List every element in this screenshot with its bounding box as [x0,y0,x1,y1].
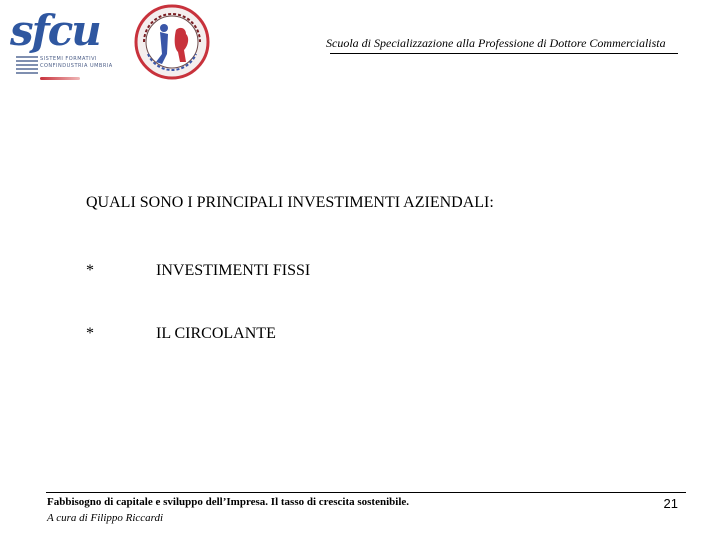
header-title: Scuola di Specializzazione alla Professione di Dottore Commercialista [326,36,666,50]
sfcu-logo [8,6,118,82]
list-item-marker: * [86,325,94,342]
list-item-marker: * [86,262,94,279]
page-number: 21 [663,496,678,511]
list-item-text: INVESTIMENTI FISSI [156,262,311,279]
footer-divider [46,492,686,493]
logo-subtext-line-2: CONFINDUSTRIA UMBRIA [40,63,113,69]
slide-heading: QUALI SONO I PRINCIPALI INVESTIMENTI AZIENDALI: [86,194,494,211]
list-item-text: IL CIRCOLANTE [156,325,276,342]
header-divider [330,53,678,54]
university-seal-icon [134,4,210,80]
logo-subtext [40,56,113,70]
logo-wordmark: sfcu [10,6,100,55]
logo-lines-graphic [16,56,38,78]
logo-swoosh [40,77,80,80]
footer-author: A cura di Filippo Riccardi [47,512,164,524]
footer-title: Fabbisogno di capitale e sviluppo dell’Impresa. Il tasso di crescita sostenibile. [47,496,410,508]
logo-subtext-line-1: SISTEMI FORMATIVI [40,56,97,62]
